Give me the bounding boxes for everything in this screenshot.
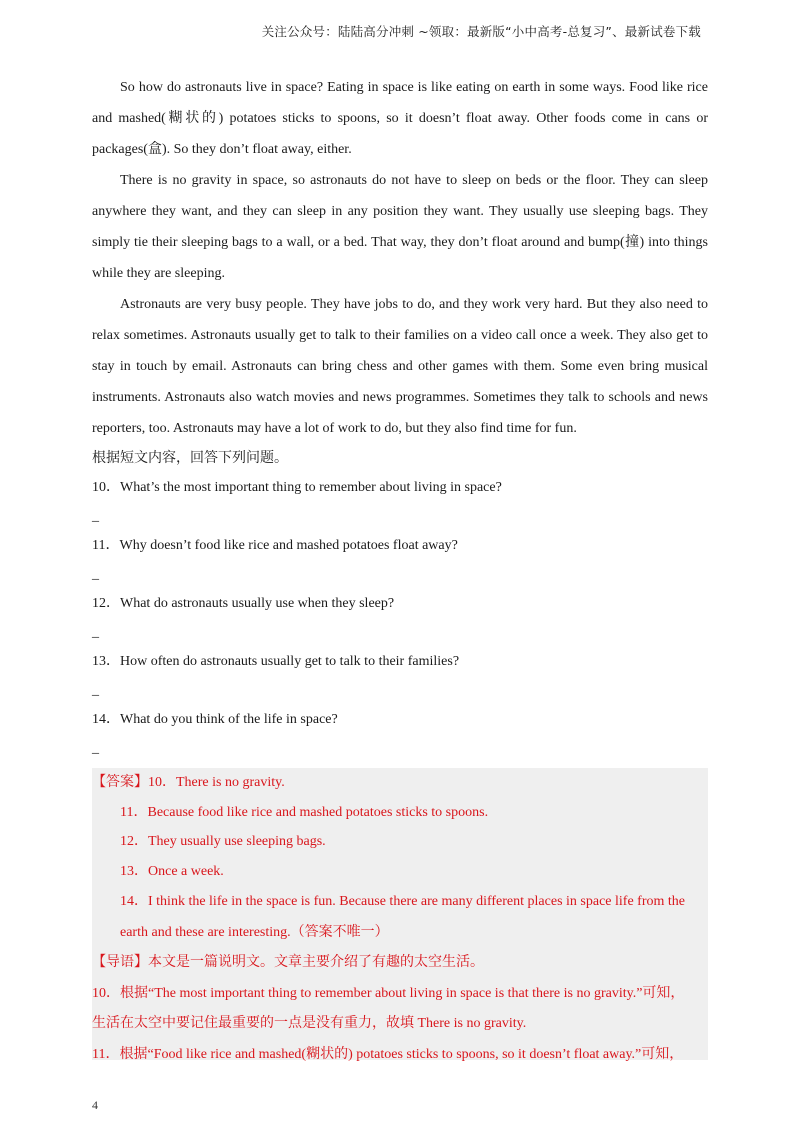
guide-line (92, 948, 708, 979)
page-header: 关注公众号：陆陆高分冲刺 ~领取：最新版“小中高考-总复习”、最新试卷下载 (261, 24, 701, 39)
answer-label: 【答案】 (92, 775, 148, 790)
answer-14-line-2: earth and these are interesting.（答案不唯一） (120, 925, 389, 941)
question-11: 11．Why doesn’t food like rice and mashed potatoes float away? (92, 538, 458, 553)
answer-10-text: 10．There is no gravity. (148, 775, 285, 790)
answer-blank-11: _ (92, 567, 99, 582)
answer-blank-13: _ (92, 683, 99, 698)
document-body (92, 72, 708, 763)
explanation-10-line-1: 10．根据“The most important thing to remember about living in space is that there is no gravity.”可知， (92, 985, 685, 1001)
passage-paragraph-2: There is no gravity in space, so astronauts do not have to sleep on beds or the floor. They can sleep anywhere they want, and they can sleep in any position they want. They usually use sleeping bags. They simply tie their sleeping bags to a wall, or a bed. That way, they don’t float around and bump(撞) into things while they are sleeping. (92, 173, 708, 281)
answer-11: 11．Because food like rice and mashed potatoes sticks to spoons. (120, 804, 489, 820)
explanation-11-line-1: 11．根据“Food like rice and mashed(糊状的) potatoes sticks to spoons, so it doesn’t float away.”可知， (92, 1046, 684, 1062)
question-13: 13．How often do astronauts usually get to talk to their families? (92, 654, 460, 669)
answer-12: 12．They usually use sleeping bags. (120, 834, 326, 850)
page-number: 4 (92, 1098, 98, 1112)
guide-text: 本文是一篇说明文。文章主要介绍了有趣的太空生活。 (148, 955, 484, 971)
answer-blank-14: _ (92, 741, 99, 756)
question-14: 14．What do you think of the life in space? (92, 712, 338, 727)
guide-label: 【导语】 (92, 955, 148, 971)
question-12: 12．What do astronauts usually use when they sleep? (92, 596, 395, 611)
explanation-10-line-2: 生活在太空中要记住最重要的一点是没有重力，故填 There is no gravity. (92, 1016, 527, 1032)
answer-14-line-1: 14．I think the life in the space is fun. Because there are many different places in space life from the (120, 894, 685, 910)
passage-paragraph-1: So how do astronauts live in space? Eating in space is like eating on earth in some ways. Food like rice and mashed(糊状的) potatoes sticks to spoons, so it doesn’t float away. Other foods come in cans or packages(盒). So they don’t float away, either. (92, 80, 708, 157)
answer-blank-10: _ (92, 509, 99, 524)
answer-blank-12: _ (92, 625, 99, 640)
answer-section (92, 768, 708, 1060)
answer-10 (92, 768, 708, 798)
passage-paragraph-3: Astronauts are very busy people. They have jobs to do, and they work very hard. But they also need to relax sometimes. Astronauts usually get to talk to their families on a video call once a week. They also get to stay in touch by email. Astronauts can bring chess and other games with them. Some even bring musical instruments. Astronauts also watch movies and news programmes. Sometimes they talk to schools and news reporters, too. Astronauts may have a lot of work to do, but they also find time for fun. (92, 297, 708, 436)
question-10: 10．What’s the most important thing to remember about living in space? (92, 480, 502, 495)
answer-13: 13．Once a week. (120, 863, 224, 879)
instruction-text: 根据短文内容，回答下列问题。 (92, 451, 288, 466)
